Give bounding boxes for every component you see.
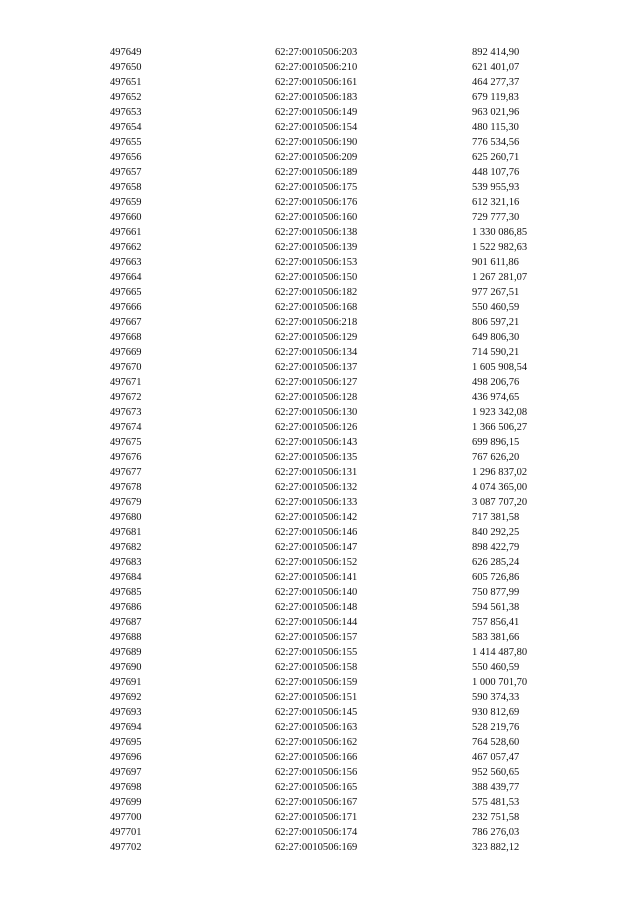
row-number: 497671: [110, 377, 142, 388]
cadastral-value: 952 560,65: [472, 767, 520, 778]
row-number: 497651: [110, 77, 142, 88]
cadastral-value: 729 777,30: [472, 212, 520, 223]
table-row: [0, 735, 640, 750]
row-number: 497654: [110, 122, 142, 133]
cadastral-number: 62:27:0010506:158: [275, 662, 358, 673]
row-number: 497672: [110, 392, 142, 403]
cadastral-number: 62:27:0010506:139: [275, 242, 358, 253]
row-number: 497677: [110, 467, 142, 478]
row-number: 497686: [110, 602, 142, 613]
cadastral-value: 806 597,21: [472, 317, 520, 328]
row-number: 497696: [110, 752, 142, 763]
cadastral-number: 62:27:0010506:127: [275, 377, 358, 388]
row-number: 497659: [110, 197, 142, 208]
cadastral-number: 62:27:0010506:189: [275, 167, 358, 178]
table-row: [0, 510, 640, 525]
table-row: [0, 615, 640, 630]
cadastral-value: 621 401,07: [472, 62, 520, 73]
cadastral-number: 62:27:0010506:209: [275, 152, 358, 163]
table-row: [0, 210, 640, 225]
cadastral-number: 62:27:0010506:175: [275, 182, 358, 193]
cadastral-number: 62:27:0010506:176: [275, 197, 358, 208]
table-row: [0, 345, 640, 360]
cadastral-value: 1 605 908,54: [472, 362, 528, 373]
table-row: [0, 60, 640, 75]
cadastral-number: 62:27:0010506:147: [275, 542, 358, 553]
table-row: [0, 315, 640, 330]
cadastral-number: 62:27:0010506:130: [275, 407, 358, 418]
cadastral-number: 62:27:0010506:169: [275, 842, 358, 853]
cadastral-number: 62:27:0010506:154: [275, 122, 358, 133]
cadastral-value: 717 381,58: [472, 512, 520, 523]
cadastral-number: 62:27:0010506:148: [275, 602, 358, 613]
cadastral-number: 62:27:0010506:218: [275, 317, 358, 328]
cadastral-number: 62:27:0010506:145: [275, 707, 358, 718]
cadastral-number: 62:27:0010506:190: [275, 137, 358, 148]
row-number: 497698: [110, 782, 142, 793]
row-number: 497694: [110, 722, 142, 733]
cadastral-number: 62:27:0010506:166: [275, 752, 358, 763]
cadastral-value: 1 330 086,85: [472, 227, 528, 238]
cadastral-value: 4 074 365,00: [472, 482, 528, 493]
row-number: 497667: [110, 317, 142, 328]
table-row: [0, 705, 640, 720]
cadastral-value: 714 590,21: [472, 347, 520, 358]
cadastral-number: 62:27:0010506:142: [275, 512, 358, 523]
cadastral-value: 625 260,71: [472, 152, 520, 163]
row-number: 497692: [110, 692, 142, 703]
cadastral-value: 464 277,37: [472, 77, 520, 88]
row-number: 497649: [110, 47, 142, 58]
table-row: [0, 750, 640, 765]
cadastral-number: 62:27:0010506:150: [275, 272, 358, 283]
cadastral-number: 62:27:0010506:168: [275, 302, 358, 313]
cadastral-value: 764 528,60: [472, 737, 520, 748]
cadastral-value: 1 414 487,80: [472, 647, 528, 658]
cadastral-value: 583 381,66: [472, 632, 520, 643]
row-number: 497691: [110, 677, 142, 688]
cadastral-value: 550 460,59: [472, 302, 520, 313]
cadastral-value: 3 087 707,20: [472, 497, 528, 508]
table-row: [0, 270, 640, 285]
table-row: [0, 525, 640, 540]
cadastral-value: 1 296 837,02: [472, 467, 528, 478]
table-row: [0, 555, 640, 570]
row-number: 497660: [110, 212, 142, 223]
cadastral-number: 62:27:0010506:163: [275, 722, 358, 733]
table-row: [0, 450, 640, 465]
row-number: 497652: [110, 92, 142, 103]
table-row: [0, 720, 640, 735]
table-row: [0, 405, 640, 420]
row-number: 497695: [110, 737, 142, 748]
cadastral-number: 62:27:0010506:134: [275, 347, 358, 358]
cadastral-value: 930 812,69: [472, 707, 520, 718]
cadastral-value: 892 414,90: [472, 47, 520, 58]
row-number: 497676: [110, 452, 142, 463]
cadastral-value: 626 285,24: [472, 557, 520, 568]
row-number: 497681: [110, 527, 142, 538]
table-row: [0, 150, 640, 165]
row-number: 497682: [110, 542, 142, 553]
cadastral-value: 898 422,79: [472, 542, 520, 553]
cadastral-value: 323 882,12: [472, 842, 520, 853]
row-number: 497678: [110, 482, 142, 493]
cadastral-number: 62:27:0010506:174: [275, 827, 358, 838]
table-row: [0, 225, 640, 240]
cadastral-value: 605 726,86: [472, 572, 520, 583]
cadastral-number: 62:27:0010506:161: [275, 77, 358, 88]
table-row: [0, 75, 640, 90]
cadastral-value: 612 321,16: [472, 197, 520, 208]
table-row: [0, 45, 640, 60]
row-number: 497700: [110, 812, 142, 823]
table-row: [0, 90, 640, 105]
row-number: 497657: [110, 167, 142, 178]
cadastral-number: 62:27:0010506:151: [275, 692, 358, 703]
cadastral-number: 62:27:0010506:165: [275, 782, 358, 793]
cadastral-number: 62:27:0010506:153: [275, 257, 358, 268]
table-row: [0, 195, 640, 210]
row-number: 497701: [110, 827, 142, 838]
table-row: [0, 285, 640, 300]
cadastral-value: 498 206,76: [472, 377, 520, 388]
cadastral-number: 62:27:0010506:131: [275, 467, 358, 478]
cadastral-value: 1 522 982,63: [472, 242, 528, 253]
row-number: 497662: [110, 242, 142, 253]
cadastral-value: 528 219,76: [472, 722, 520, 733]
table-row: [0, 390, 640, 405]
row-number: 497656: [110, 152, 142, 163]
cadastral-value: 757 856,41: [472, 617, 520, 628]
cadastral-value: 436 974,65: [472, 392, 520, 403]
cadastral-value: 388 439,77: [472, 782, 520, 793]
cadastral-value: 901 611,86: [472, 257, 519, 268]
table-row: [0, 630, 640, 645]
cadastral-value: 776 534,56: [472, 137, 520, 148]
cadastral-number: 62:27:0010506:132: [275, 482, 358, 493]
row-number: 497689: [110, 647, 142, 658]
cadastral-number: 62:27:0010506:167: [275, 797, 358, 808]
table-row: [0, 660, 640, 675]
table-row: [0, 180, 640, 195]
cadastral-value: 699 896,15: [472, 437, 520, 448]
row-number: 497666: [110, 302, 142, 313]
cadastral-value: 232 751,58: [472, 812, 520, 823]
table-row: [0, 675, 640, 690]
cadastral-value: 840 292,25: [472, 527, 520, 538]
row-number: 497693: [110, 707, 142, 718]
cadastral-value: 467 057,47: [472, 752, 520, 763]
table-row: [0, 375, 640, 390]
table-row: [0, 585, 640, 600]
table-row: [0, 135, 640, 150]
cadastral-number: 62:27:0010506:160: [275, 212, 358, 223]
cadastral-number: 62:27:0010506:155: [275, 647, 358, 658]
cadastral-number: 62:27:0010506:141: [275, 572, 358, 583]
row-number: 497669: [110, 347, 142, 358]
cadastral-value: 590 374,33: [472, 692, 520, 703]
row-number: 497702: [110, 842, 142, 853]
row-number: 497650: [110, 62, 142, 73]
table-row: [0, 840, 640, 855]
cadastral-value: 480 115,30: [472, 122, 519, 133]
cadastral-number: 62:27:0010506:128: [275, 392, 358, 403]
cadastral-number: 62:27:0010506:135: [275, 452, 358, 463]
table-row: [0, 570, 640, 585]
cadastral-number: 62:27:0010506:146: [275, 527, 358, 538]
table-row: [0, 495, 640, 510]
row-number: 497699: [110, 797, 142, 808]
table-row: [0, 255, 640, 270]
cadastral-value: 649 806,30: [472, 332, 520, 343]
cadastral-number: 62:27:0010506:143: [275, 437, 358, 448]
cadastral-number: 62:27:0010506:133: [275, 497, 358, 508]
cadastral-number: 62:27:0010506:129: [275, 332, 358, 343]
row-number: 497670: [110, 362, 142, 373]
row-number: 497688: [110, 632, 142, 643]
cadastral-value: 767 626,20: [472, 452, 520, 463]
cadastral-number: 62:27:0010506:182: [275, 287, 358, 298]
row-number: 497655: [110, 137, 142, 148]
table-row: [0, 240, 640, 255]
row-number: 497697: [110, 767, 142, 778]
cadastral-value: 679 119,83: [472, 92, 519, 103]
table-row: [0, 825, 640, 840]
table-row: [0, 765, 640, 780]
cadastral-number: 62:27:0010506:137: [275, 362, 358, 373]
cadastral-number: 62:27:0010506:183: [275, 92, 358, 103]
row-number: 497679: [110, 497, 142, 508]
row-number: 497690: [110, 662, 142, 673]
cadastral-value: 750 877,99: [472, 587, 520, 598]
cadastral-number: 62:27:0010506:144: [275, 617, 358, 628]
cadastral-value: 1 923 342,08: [472, 407, 528, 418]
row-number: 497687: [110, 617, 142, 628]
row-number: 497673: [110, 407, 142, 418]
row-number: 497683: [110, 557, 142, 568]
cadastral-value: 448 107,76: [472, 167, 520, 178]
row-number: 497684: [110, 572, 142, 583]
cadastral-value: 594 561,38: [472, 602, 520, 613]
row-number: 497653: [110, 107, 142, 118]
table-row: [0, 540, 640, 555]
table-row: [0, 480, 640, 495]
cadastral-value: 550 460,59: [472, 662, 520, 673]
row-number: 497658: [110, 182, 142, 193]
row-number: 497685: [110, 587, 142, 598]
cadastral-number: 62:27:0010506:171: [275, 812, 358, 823]
cadastral-value: 977 267,51: [472, 287, 520, 298]
table-row: [0, 435, 640, 450]
cadastral-number: 62:27:0010506:156: [275, 767, 358, 778]
cadastral-value: 539 955,93: [472, 182, 520, 193]
cadastral-number: 62:27:0010506:126: [275, 422, 358, 433]
cadastral-value: 575 481,53: [472, 797, 520, 808]
cadastral-number: 62:27:0010506:152: [275, 557, 358, 568]
table-row: [0, 690, 640, 705]
cadastral-number: 62:27:0010506:157: [275, 632, 358, 643]
cadastral-value: 786 276,03: [472, 827, 520, 838]
cadastral-value-table: [0, 45, 640, 855]
table-row: [0, 645, 640, 660]
cadastral-value: 1 267 281,07: [472, 272, 528, 283]
cadastral-value: 1 000 701,70: [472, 677, 528, 688]
table-row: [0, 360, 640, 375]
table-row: [0, 300, 640, 315]
cadastral-number: 62:27:0010506:203: [275, 47, 358, 58]
cadastral-number: 62:27:0010506:140: [275, 587, 358, 598]
table-row: [0, 600, 640, 615]
cadastral-number: 62:27:0010506:210: [275, 62, 358, 73]
cadastral-number: 62:27:0010506:162: [275, 737, 358, 748]
table-row: [0, 465, 640, 480]
row-number: 497664: [110, 272, 142, 283]
table-row: [0, 795, 640, 810]
row-number: 497680: [110, 512, 142, 523]
row-number: 497674: [110, 422, 142, 433]
table-row: [0, 105, 640, 120]
table-row: [0, 420, 640, 435]
cadastral-number: 62:27:0010506:138: [275, 227, 358, 238]
row-number: 497663: [110, 257, 142, 268]
row-number: 497675: [110, 437, 142, 448]
cadastral-value: 1 366 506,27: [472, 422, 528, 433]
row-number: 497665: [110, 287, 142, 298]
table-row: [0, 165, 640, 180]
row-number: 497661: [110, 227, 142, 238]
table-row: [0, 810, 640, 825]
cadastral-value: 963 021,96: [472, 107, 520, 118]
table-row: [0, 330, 640, 345]
table-row: [0, 780, 640, 795]
cadastral-number: 62:27:0010506:159: [275, 677, 358, 688]
cadastral-number: 62:27:0010506:149: [275, 107, 358, 118]
table-row: [0, 120, 640, 135]
row-number: 497668: [110, 332, 142, 343]
